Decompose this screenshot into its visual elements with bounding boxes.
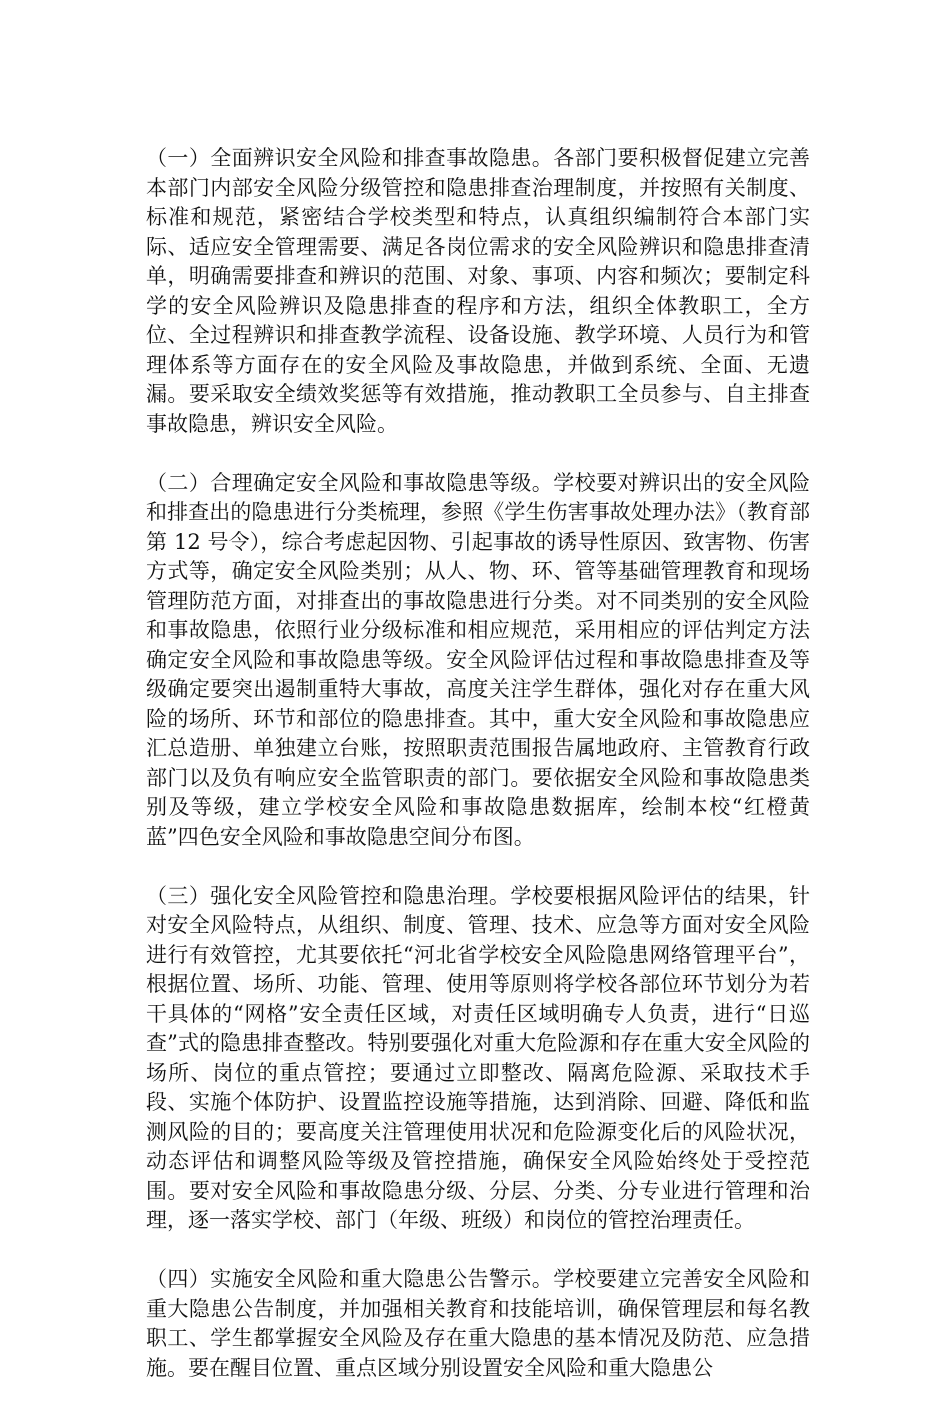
paragraph-risk-control: （三）强化安全风险管控和隐患治理。学校要根据风险评估的结果，针对安全风险特点，从组织、制度、管理、技术、应急等方面对安全风险进行有效管控，尤其要依托“河北省学校安全风险隐患网络管理平台”，根据位置、场所、功能、管理、使用等原则将学校各部位环节划分为若干具体的“网格”安全责任区域，对责任区域明确专人负责，进行“日巡查”式的隐患排查整改。特别要强化对重大危险源和存在重大安全风险的场所、岗位的重点管控；要通过立即整改、隔离危险源、采取技术手段、实施个体防护、设置监控设施等措施，达到消除、回避、降低和监测风险的目的；要高度关注管理使用状况和危险源变化后的风险状况，动态评估和调整风险等级及管控措施，确保安全风险始终处于受控范围。要对安全风险和事故隐患分级、分层、分类、分专业进行管理和治理，逐一落实学校、部门（年级、班级）和岗位的管控治理责任。 xyxy=(146,883,810,1232)
document-body xyxy=(146,144,810,1413)
paragraph-risk-grading: （二）合理确定安全风险和事故隐患等级。学校要对辨识出的安全风险和排查出的隐患进行分类梳理，参照《学生伤害事故处理办法》（教育部第 12 号令），综合考虑起因物、引起事故的诱导性原因、致害物、伤害方式等，确定安全风险类别；从人、物、环、管等基础管理教育和现场管理防范方面，对排查出的事故隐患进行分类。对不同类别的安全风险和事故隐患，依照行业分级标准和相应规范，采用相应的评估判定方法确定安全风险和事故隐患等级。安全风险评估过程和事故隐患排查及等级确定要突出遏制重特大事故，高度关注学生群体，强化对存在重大风险的场所、环节和部位的隐患排查。其中，重大安全风险和事故隐患应汇总造册、单独建立台账，按照职责范围报告属地政府、主管教育行政部门以及负有响应安全监管职责的部门。要依据安全风险和事故隐患类别及等级，建立学校安全风险和事故隐患数据库，绘制本校“红橙黄蓝”四色安全风险和事故隐患空间分布图。 xyxy=(146,470,810,849)
paragraph-risk-identification: （一）全面辨识安全风险和排查事故隐患。各部门要积极督促建立完善本部门内部安全风险分级管控和隐患排查治理制度，并按照有关制度、标准和规范，紧密结合学校类型和特点，认真组织编制符合本部门实际、适应安全管理需要、满足各岗位需求的安全风险辨识和隐患排查清单，明确需要排查和辨识的范围、对象、事项、内容和频次；要制定科学的安全风险辨识及隐患排查的程序和方法，组织全体教职工，全方位、全过程辨识和排查教学流程、设备设施、教学环境、人员行为和管理体系等方面存在的安全风险及事故隐患，并做到系统、全面、无遗漏。要采取安全绩效奖惩等有效措施，推动教职工全员参与、自主排查事故隐患，辨识安全风险。 xyxy=(146,146,810,436)
paragraph-risk-announcement: （四）实施安全风险和重大隐患公告警示。学校要建立完善安全风险和重大隐患公告制度，并加强相关教育和技能培训，确保管理层和每名教职工、学生都掌握安全风险及存在重大隐患的基本情况及防范、应急措施。要在醒目位置、重点区域分别设置安全风险和重大隐患公 xyxy=(146,1267,810,1380)
